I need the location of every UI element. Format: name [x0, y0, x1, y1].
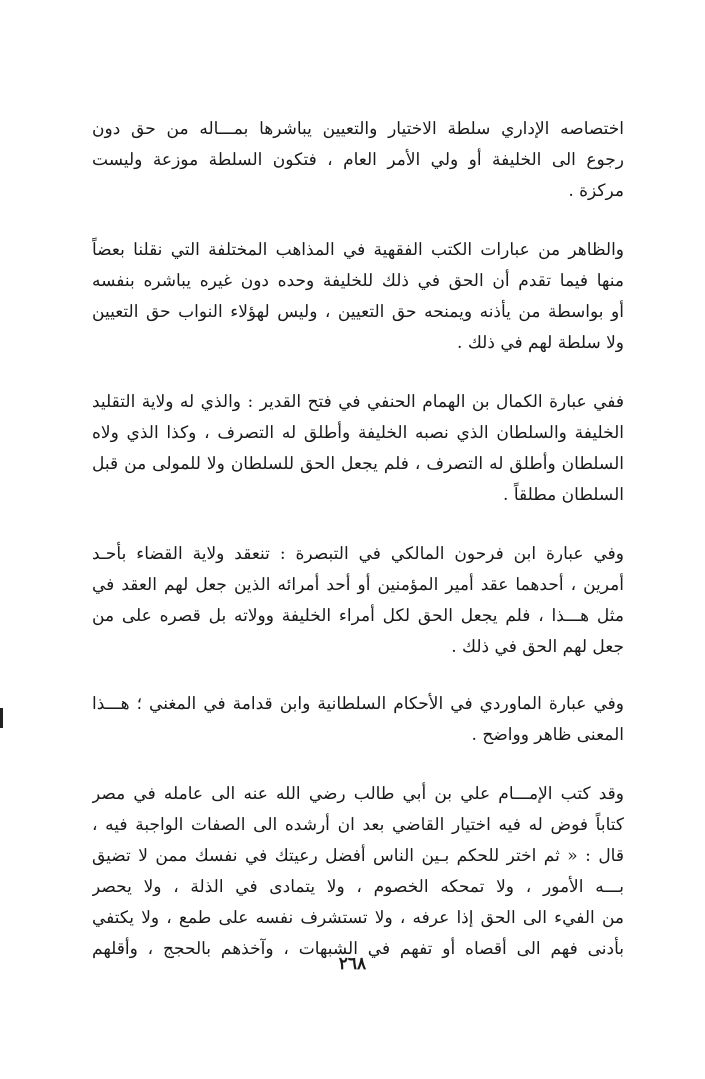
- paragraph-4: [92, 539, 624, 663]
- text-line: قال : « ثم اختر للحكم بـين الناس أفضل رعيتك في نفسك ممن لا تضيق: [92, 846, 624, 866]
- paragraph-spacer: [92, 663, 624, 689]
- scan-edge-mark: [0, 708, 3, 728]
- text-line: وفي عبارة ابن فرحون المالكي في التبصرة : تنعقد ولاية القضاء بأحـد: [92, 544, 624, 564]
- paragraph-1: [92, 114, 624, 207]
- text-line: بـــه الأمور ، ولا تمحكه الخصوم ، ولا يتمادى في الذلة ، ولا يحصر: [92, 877, 624, 897]
- text-line: الخليفة والسلطان الذي نصبه الخليفة وأطلق له التصرف ، وكذا الذي ولاه: [92, 423, 624, 443]
- paragraph-spacer: [92, 359, 624, 387]
- paragraph-spacer: [92, 207, 624, 235]
- text-line: السلطان مطلقاً .: [503, 485, 624, 505]
- text-line: أمرين ، أحدهما عقد أمير المؤمنين أو أحد أمرائه الذين جعل لهم العقد في: [92, 575, 624, 595]
- text-line: ولا سلطة لهم في ذلك .: [457, 333, 624, 353]
- text-line: منها فيما تقدم أن الحق في ذلك للخليفة وحده دون غيره يباشره بنفسه: [92, 271, 624, 291]
- text-line: رجوع الى الخليفة أو ولي الأمر العام ، فتكون السلطة موزعة وليست: [92, 150, 624, 170]
- text-line: مثل هـــذا ، فلم يجعل الحق لكل أمراء الخليفة وولاته بل قصره على من: [92, 606, 624, 626]
- page-number: ٢٦٨: [338, 954, 367, 974]
- text-line: كتاباً فوض له فيه اختيار القاضي بعد ان أرشده الى الصفات الواجبة فيه ،: [92, 815, 624, 835]
- paragraph-3: [92, 387, 624, 511]
- text-line: أو بواسطة من يأذنه ويمنحه حق التعيين ، وليس لهؤلاء النواب حق التعيين: [92, 302, 624, 322]
- text-line: المعنى ظاهر وواضح .: [471, 725, 624, 745]
- paragraph-2: [92, 235, 624, 359]
- text-line: اختصاصه الإداري سلطة الاختيار والتعيين يباشرها بمـــاله من حق دون: [92, 119, 624, 139]
- paragraph-5: [92, 689, 624, 751]
- text-line: من الفيء الى الحق إذا عرفه ، ولا تستشرف نفسه على طمع ، ولا يكتفي: [92, 908, 624, 928]
- paragraph-spacer: [92, 751, 624, 779]
- text-line: والظاهر من عبارات الكتب الفقهية في المذاهب المختلفة التي نقلنا بعضاً: [92, 240, 624, 260]
- text-line: بأدنى فهم الى أقصاه أو تفهم في الشبهات ، وآخذهم بالحجج ، وأقلهم: [92, 939, 624, 959]
- paragraph-spacer: [92, 511, 624, 539]
- text-line: السلطان وأطلق له التصرف ، فلم يجعل الحق للسلطان ولا للمولى من قبل: [92, 454, 624, 474]
- text-line: مركزة .: [568, 181, 624, 201]
- text-line: جعل لهم الحق في ذلك .: [451, 637, 624, 657]
- paragraph-6: [92, 779, 624, 965]
- page-body-text: [92, 114, 624, 965]
- text-line: ففي عبارة الكمال بن الهمام الحنفي في فتح القدير : والذي له ولاية التقليد: [92, 392, 624, 412]
- text-line: وقد كتب الإمـــام علي بن أبي طالب رضي الله عنه الى عامله في مصر: [92, 784, 624, 804]
- text-line: وفي عبارة الماوردي في الأحكام السلطانية وابن قدامة في المغني ؛ هـــذا: [92, 694, 624, 714]
